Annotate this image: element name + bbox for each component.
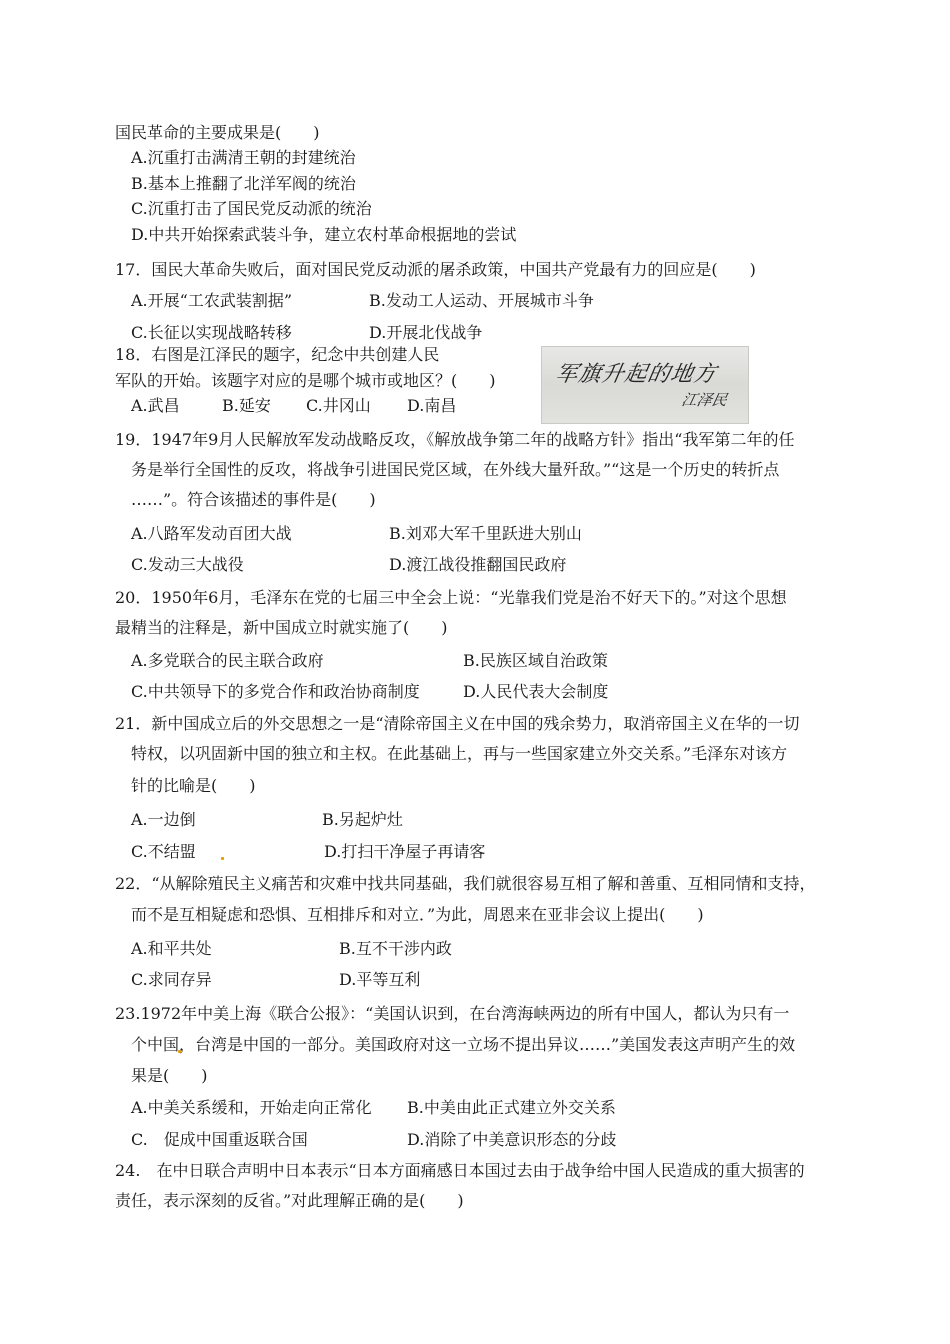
text-line: 针的比喻是( ) bbox=[131, 776, 256, 795]
text-line: B.民族区域自治政策 bbox=[463, 651, 608, 670]
text-line: 国民革命的主要成果是( ) bbox=[115, 123, 320, 142]
text-line: 21．新中国成立后的外交思想之一是“清除帝国主义在中国的残余势力，取消帝国主义在华的一切 bbox=[115, 714, 800, 733]
text-line: D.打扫干净屋子再请客 bbox=[324, 842, 486, 861]
text-line: C.井冈山 bbox=[306, 396, 371, 415]
text-line: A.多党联合的民主联合政府 bbox=[131, 651, 324, 670]
text-line: D.中共开始探索武装斗争，建立农村革命根据地的尝试 bbox=[131, 225, 517, 244]
stray-mark bbox=[221, 857, 224, 860]
text-line: B.中美由此正式建立外交关系 bbox=[407, 1098, 616, 1117]
text-line: 23.1972年中美上海《联合公报》：“美国认识到，在台湾海峡两边的所有中国人，都认为只有一 bbox=[115, 1004, 790, 1023]
photo-calligraphy: 军旗升起的地方 bbox=[553, 362, 719, 387]
text-line: C.不结盟 bbox=[131, 842, 196, 861]
photo-signature: 江泽民 bbox=[679, 391, 729, 409]
text-line: 特权，以巩固新中国的独立和主权。在此基础上，再与一些国家建立外交关系。”毛泽东对该方 bbox=[131, 744, 788, 763]
text-line: D.消除了中美意识形态的分歧 bbox=[407, 1130, 617, 1149]
text-line: D.南昌 bbox=[407, 396, 457, 415]
text-line: 个中国，台湾是中国的一部分。美国政府对这一立场不提出异议……”美国发表这声明产生的效 bbox=[131, 1035, 796, 1054]
text-line: A.开展“工农武装割据” bbox=[131, 291, 293, 310]
text-line: C.长征以实现战略转移 bbox=[131, 323, 292, 342]
text-line: 24. 在中日联合声明中日本表示“日本方面痛感日本国过去由于战争给中国人民造成的重大损害的 bbox=[115, 1161, 805, 1180]
text-line: 军队的开始。该题字对应的是哪个城市或地区？( ) bbox=[115, 371, 496, 390]
text-line: B.互不干涉内政 bbox=[339, 939, 452, 958]
text-line: C.中共领导下的多党合作和政治协商制度 bbox=[131, 682, 420, 701]
text-line: D.渡江战役推翻国民政府 bbox=[389, 555, 567, 574]
text-line: B.发动工人运动、开展城市斗争 bbox=[369, 291, 594, 310]
text-line: 果是( ) bbox=[131, 1066, 208, 1085]
text-line: 17．国民大革命失败后，面对国民党反动派的屠杀政策，中国共产党最有力的回应是( ) bbox=[115, 260, 756, 279]
text-line: 务是举行全国性的反攻，将战争引进国民党区域，在外线大量歼敌。”“这是一个历史的转折点 bbox=[131, 460, 780, 479]
text-line: B.刘邓大军千里跃进大别山 bbox=[389, 524, 582, 543]
text-line: A.中美关系缓和，开始走向正常化 bbox=[131, 1098, 372, 1117]
text-line: C.求同存异 bbox=[131, 970, 212, 989]
text-line: B.另起炉灶 bbox=[322, 810, 403, 829]
text-line: A.和平共处 bbox=[131, 939, 212, 958]
text-line: C.沉重打击了国民党反动派的统治 bbox=[131, 199, 372, 218]
text-line: C. 促成中国重返联合国 bbox=[131, 1130, 308, 1149]
text-line: 18．右图是江泽民的题字，纪念中共创建人民 bbox=[115, 345, 440, 364]
text-line: D.平等互利 bbox=[339, 970, 421, 989]
text-line: 责任，表示深刻的反省。”对此理解正确的是( ) bbox=[115, 1191, 464, 1210]
text-line: A.一边倒 bbox=[131, 810, 196, 829]
text-line: B.基本上推翻了北洋军阀的统治 bbox=[131, 174, 356, 193]
text-line: ……”。符合该描述的事件是( ) bbox=[131, 490, 376, 509]
text-line: C.发动三大战役 bbox=[131, 555, 244, 574]
text-line: 22．“从解除殖民主义痛苦和灾难中找共同基础，我们就很容易互相了解和善重、互相同情和支持， bbox=[115, 874, 816, 893]
text-line: 20．1950年6月，毛泽东在党的七届三中全会上说：“光靠我们党是治不好天下的。”对这个思想 bbox=[115, 588, 787, 607]
text-line: 19．1947年9月人民解放军发动战略反攻，《解放战争第二年的战略方针》指出“我军第二年的任 bbox=[115, 430, 795, 449]
text-line: A.八路军发动百团大战 bbox=[131, 524, 292, 543]
photo-inscription bbox=[541, 346, 749, 424]
text-line: D.人民代表大会制度 bbox=[463, 682, 609, 701]
text-line: 最精当的注释是，新中国成立时就实施了( ) bbox=[115, 618, 448, 637]
text-line: D.开展北伐战争 bbox=[369, 323, 483, 342]
text-line: 而不是互相疑虑和恐惧、互相排斥和对立．”为此，周恩来在亚非会议上提出( ) bbox=[131, 905, 704, 924]
text-line: A.武昌 bbox=[131, 396, 180, 415]
text-line: A.沉重打击满清王朝的封建统治 bbox=[131, 148, 356, 167]
text-line: B.延安 bbox=[222, 396, 271, 415]
